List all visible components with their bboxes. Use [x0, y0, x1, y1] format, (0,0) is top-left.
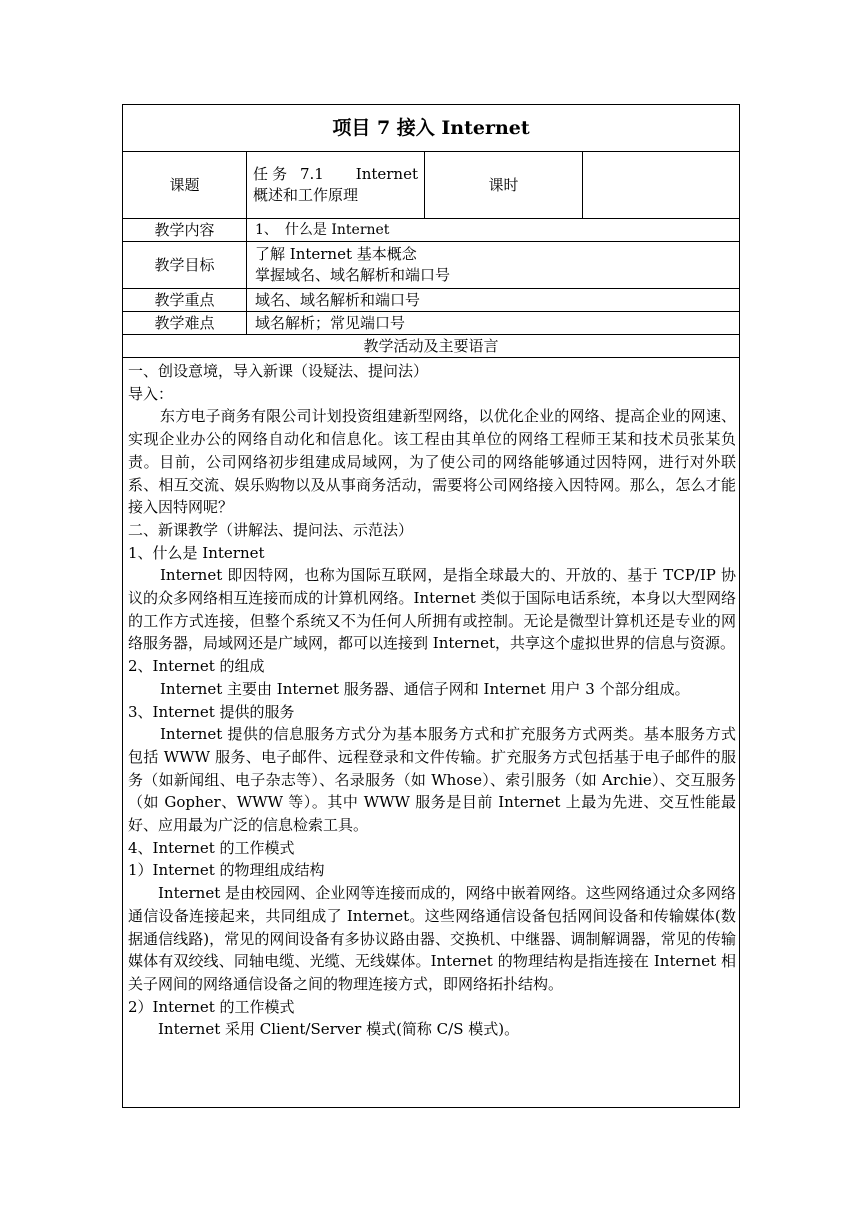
difficult-label: 教学难点: [123, 312, 247, 335]
topic-line1: 任务 7.1 Internet: [253, 165, 418, 183]
subsection-heading: 3、Internet 提供的服务: [128, 702, 295, 721]
difficult-value: 域名解析；常见端口号: [247, 312, 740, 335]
goal-2: 掌握域名、域名解析和端口号: [255, 266, 451, 284]
paragraph: Internet 提供的信息服务方式分为基本服务方式和扩充服务方式两类。基本服务方式包括 WWW 服务、电子邮件、远程登录和文件传输。扩充服务方式包括基于电子邮件的服务（如新闻组、电子杂志等）、名录服务（如 Whose）、索引服务（如 Archie）、交互服务（如 Gopher、WWW 等）。其中 WWW 服务是目前 Internet 上最为先进、交互性能最好、应用最为广泛的信息检索工具。: [128, 725, 737, 835]
subsection-heading: 1）Internet 的物理组成结构: [128, 861, 325, 880]
paragraph: Internet 是由校园网、企业网等连接而成的，网络中嵌着网络。这些网络通过众多网络通信设备连接起来，共同组成了 Internet。这些网络通信设备包括网间设备和传输媒体(数据通信线路)，常见的网间设备有多协议路由器、交换机、中继器、调制解调器，常见的传输媒体有双绞线、同轴电缆、光缆、无线媒体。Internet 的物理结构是指连接在 Internet 相关子网间的网络通信设备之间的物理连接方式，即网络拓扑结构。: [128, 884, 737, 993]
section-heading: 一、创设意境，导入新课（设疑法、提问法）: [128, 362, 429, 380]
topic-value: [247, 152, 425, 219]
goals-value: [247, 242, 740, 289]
key-value: 域名、域名解析和端口号: [247, 289, 740, 312]
goal-1: 了解 Internet 基本概念: [255, 245, 417, 263]
subsection-heading: 2）Internet 的工作模式: [128, 997, 295, 1016]
section-heading: 二、新课教学（讲解法、提问法、示范法）: [128, 520, 414, 539]
topic-line2: 概述和工作原理: [253, 186, 359, 204]
goals-label: 教学目标: [123, 242, 247, 289]
subsection-heading: 4、Internet 的工作模式: [128, 838, 295, 857]
key-label: 教学重点: [123, 289, 247, 312]
paragraph: Internet 采用 Client/Server 模式(简称 C/S 模式)。: [158, 1020, 520, 1039]
paragraph: Internet 主要由 Internet 服务器、通信子网和 Internet 用户 3 个部分组成。: [160, 679, 690, 698]
activities-body: [123, 358, 740, 1108]
page-title: 项目 7 接入 Internet: [123, 105, 740, 152]
activities-header: 教学活动及主要语言: [123, 335, 740, 358]
topic-label: 课题: [123, 152, 247, 219]
hours-value: [583, 152, 740, 219]
subsection-heading: 1、什么是 Internet: [128, 543, 265, 562]
content-label: 教学内容: [123, 219, 247, 242]
lesson-plan: [122, 104, 739, 1108]
content-value: 1、 什么是 Internet: [247, 219, 740, 242]
intro-label: 导入：: [128, 384, 174, 403]
subsection-heading: 2、Internet 的组成: [128, 657, 265, 676]
paragraph: 东方电子商务有限公司计划投资组建新型网络，以优化企业的网络、提高企业的网速、实现企业办公的网络自动化和信息化。该工程由其单位的网络工程师王某和技术员张某负责。目前，公司网络初步组建成局域网，为了使公司的网络能够通过因特网，进行对外联系、相互交流、娱乐购物以及从事商务活动，需要将公司网络接入因特网。那么，怎么才能接入因特网呢？: [128, 407, 737, 517]
hours-label: 课时: [425, 152, 583, 219]
lesson-table: [122, 104, 740, 1108]
paragraph: Internet 即因特网，也称为国际互联网，是指全球最大的、开放的、基于 TCP/IP 协议的众多网络相互连接而成的计算机网络。Internet 类似于国际电话系统，本身以大型网络的工作方式连接，但整个系统又不为任何人所拥有或控制。无论是微型计算机还是专业的网络服务器，局域网还是广域网，都可以连接到 Internet，共享这个虚拟世界的信息与资源。: [128, 566, 737, 653]
